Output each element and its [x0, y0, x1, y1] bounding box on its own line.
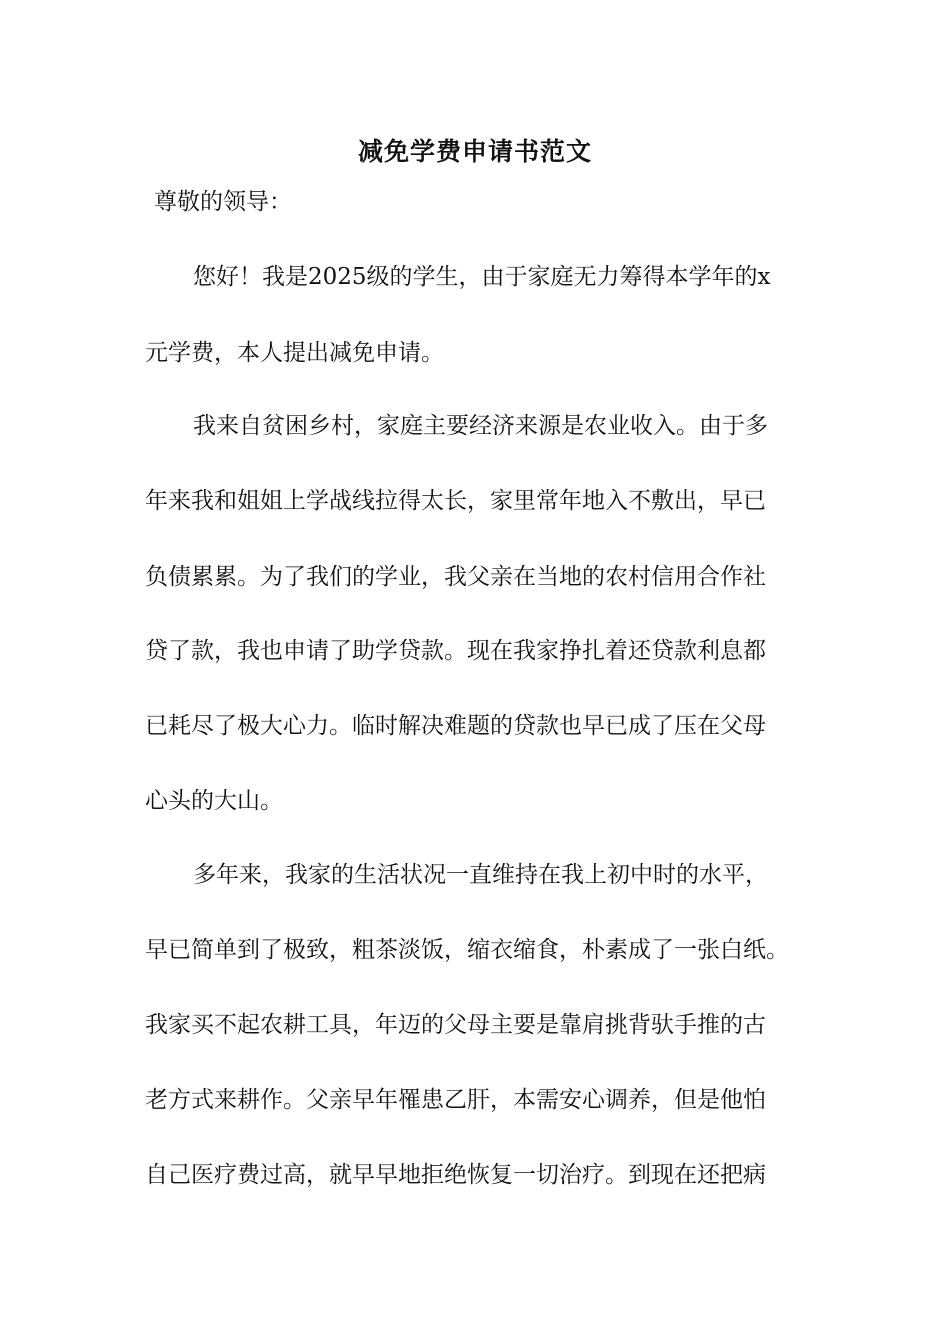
body-line: 老方式来耕作。父亲早年罹患乙肝，本需安心调养，但是他怕	[145, 1087, 766, 1113]
body-line: 负债累累。为了我们的学业，我父亲在当地的农村信用合作社	[145, 564, 766, 590]
body-line: 您好！我是2025级的学生，由于家庭无力筹得本学年的x	[193, 264, 771, 290]
salutation: 尊敬的领导：	[154, 189, 292, 215]
body-line: 我家买不起农耕工具，年迈的父母主要是靠肩挑背驮手推的古	[145, 1012, 766, 1038]
body-line: 元学费，本人提出减免申请。	[145, 340, 444, 366]
body-line: 心头的大山。	[145, 788, 283, 814]
body-line: 早已简单到了极致，粗茶淡饭，缩衣缩食，朴素成了一张白纸。	[145, 937, 789, 963]
document-title: 减免学费申请书范文	[357, 137, 592, 166]
body-line: 我来自贫困乡村，家庭主要经济来源是农业收入。由于多	[193, 413, 768, 439]
body-line: 年来我和姐姐上学战线拉得太长，家里常年地入不敷出，早已	[145, 488, 766, 514]
body-line: 多年来，我家的生活状况一直维持在我上初中时的水平，	[193, 862, 768, 888]
body-line: 已耗尽了极大心力。临时解决难题的贷款也早已成了压在父母	[145, 713, 766, 739]
body-line: 贷了款，我也申请了助学贷款。现在我家挣扎着还贷款利息都	[145, 638, 766, 664]
body-line: 自己医疗费过高，就早早地拒绝恢复一切治疗。到现在还把病	[145, 1162, 766, 1188]
